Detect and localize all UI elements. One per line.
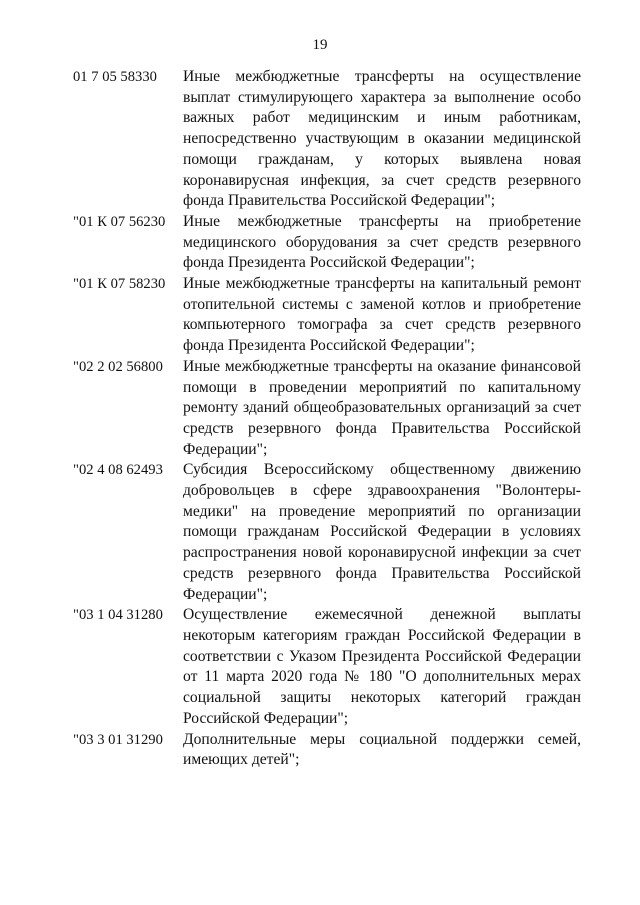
budget-code: "01 К 07 56230 xyxy=(73,213,166,230)
budget-code-list xyxy=(0,67,640,771)
budget-description: Иные межбюджетные трансферты на капитальный ремонт отопительной системы с заменой котлов и приобретение компьютерного томографа за счет средств резервного фонда Президента Российской Федерации"; xyxy=(183,275,581,355)
list-item xyxy=(0,357,640,461)
budget-description: Субсидия Всероссийскому общественному движению добровольцев в сфере здравоохранения "Волонтеры-медики" на проведение мероприятий по организации помощи гражданам Российской Федерации в условиях распространения новой коронавирусной инфекции за счет средств резервного фонда Правительства Российской Федерации"; xyxy=(183,461,581,603)
budget-description: Иные межбюджетные трансферты на приобретение медицинского оборудования за счет средств резервного фонда Президента Российской Федерации"; xyxy=(183,212,581,272)
budget-code: 01 7 05 58330 xyxy=(73,69,157,85)
budget-code: "02 4 08 62493 xyxy=(73,462,163,479)
budget-code: "03 1 04 31280 xyxy=(73,607,163,624)
budget-description: Осуществление ежемесячной денежной выплаты некоторым категориям граждан Российской Федерации в соответствии с Указом Президента Российской Федерации от 11 марта 2020 года № 180 "О дополнительных мерах социальной защиты некоторых категорий граждан Российской Федерации"; xyxy=(183,606,581,727)
list-item xyxy=(0,212,640,274)
list-item xyxy=(0,67,640,212)
budget-code: "03 3 01 31290 xyxy=(73,731,163,748)
budget-code: "02 2 02 56800 xyxy=(73,358,163,375)
page-number: 19 xyxy=(312,37,328,53)
budget-description: Иные межбюджетные трансферты на осуществление выплат стимулирующего характера за выполнение особо важных работ медицинским и иным работникам, непосредственно участвующим в оказании медицинской помощи гражданам, у которых выявлена новая коронавирусная инфекция, за счет средств резервного фонда Правительства Российской Федерации"; xyxy=(183,68,581,210)
budget-code: "01 К 07 58230 xyxy=(73,276,166,293)
list-item xyxy=(0,730,640,771)
list-item xyxy=(0,460,640,605)
list-item xyxy=(0,605,640,729)
budget-description: Иные межбюджетные трансферты на оказание финансовой помощи в проведении мероприятий по капитальному ремонту зданий общеобразовательных организаций за счет средств резервного фонда Правительства Российской Федерации"; xyxy=(183,357,581,458)
list-item xyxy=(0,274,640,357)
budget-description: Дополнительные меры социальной поддержки семей, имеющих детей"; xyxy=(183,730,581,769)
